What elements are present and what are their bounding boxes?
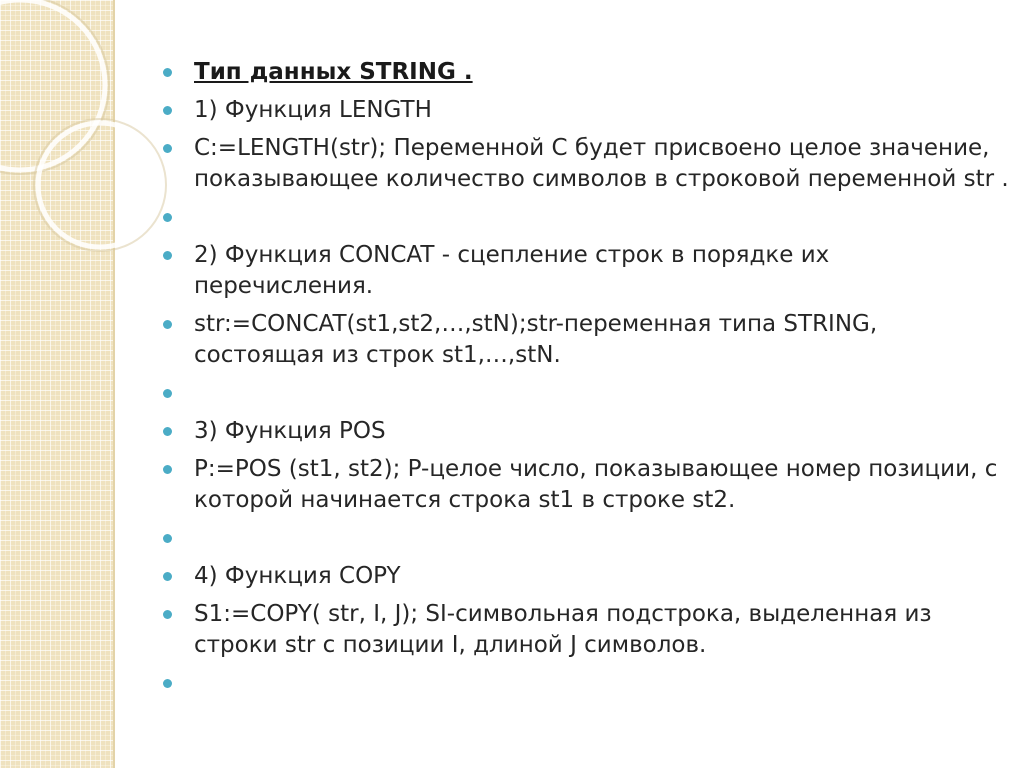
bullet-item [160, 454, 1010, 516]
bullet-item-empty [160, 378, 1010, 409]
bullet-dot-icon [163, 106, 172, 115]
bullet-text: P:=POS (st1, st2); P-целое число, показывающее номер позиции, с которой начинается строка st1 в строке st2. [194, 456, 998, 513]
bullet-dot-icon [163, 320, 172, 329]
bullet-text: S1:=COPY( str, I, J); SI-символьная подстрока, выделенная из строки str с позиции I, длиной J символов. [194, 601, 932, 658]
bullet-text: 1) Функция LENGTH [194, 97, 432, 123]
bullet-item-empty [160, 668, 1010, 699]
bullet-item [160, 57, 1010, 88]
ring-large-shadow [0, 0, 109, 174]
bullet-text: 4) Функция COPY [194, 563, 401, 589]
bullet-item [160, 240, 1010, 302]
bullet-item [160, 416, 1010, 447]
bullet-item [160, 599, 1010, 661]
bullet-dot-icon [163, 679, 172, 688]
bullet-dot-icon [163, 610, 172, 619]
bullet-item [160, 133, 1010, 195]
bullet-dot-icon [163, 389, 172, 398]
bullet-text: 2) Функция CONCAT - сцепление строк в порядке их перечисления. [194, 242, 830, 299]
bullet-item-empty [160, 523, 1010, 554]
slide-heading: Тип данных STRING . [194, 59, 473, 85]
bullet-dot-icon [163, 144, 172, 153]
bullet-text: 3) Функция POS [194, 418, 386, 444]
bullet-dot-icon [163, 465, 172, 474]
ring-small [38, 123, 162, 247]
bullet-dot-icon [163, 68, 172, 77]
bullet-item [160, 95, 1010, 126]
ring-small-shadow [34, 119, 166, 251]
bullet-dot-icon [163, 534, 172, 543]
bullet-text: str:=CONCAT(st1,st2,…,stN);str-переменная типа STRING, состоящая из строк st1,…,stN. [194, 311, 878, 368]
bullet-item [160, 561, 1010, 592]
bullet-dot-icon [163, 213, 172, 222]
bullet-dot-icon [163, 427, 172, 436]
bullet-text: C:=LENGTH(str); Переменной С будет присвоено целое значение, показывающее количество символов в строковой переменной str . [194, 135, 1009, 192]
slide-content [160, 57, 1010, 706]
bullet-list [160, 57, 1010, 699]
bullet-item-empty [160, 202, 1010, 233]
bullet-dot-icon [163, 572, 172, 581]
bullet-dot-icon [163, 251, 172, 260]
bullet-item [160, 309, 1010, 371]
